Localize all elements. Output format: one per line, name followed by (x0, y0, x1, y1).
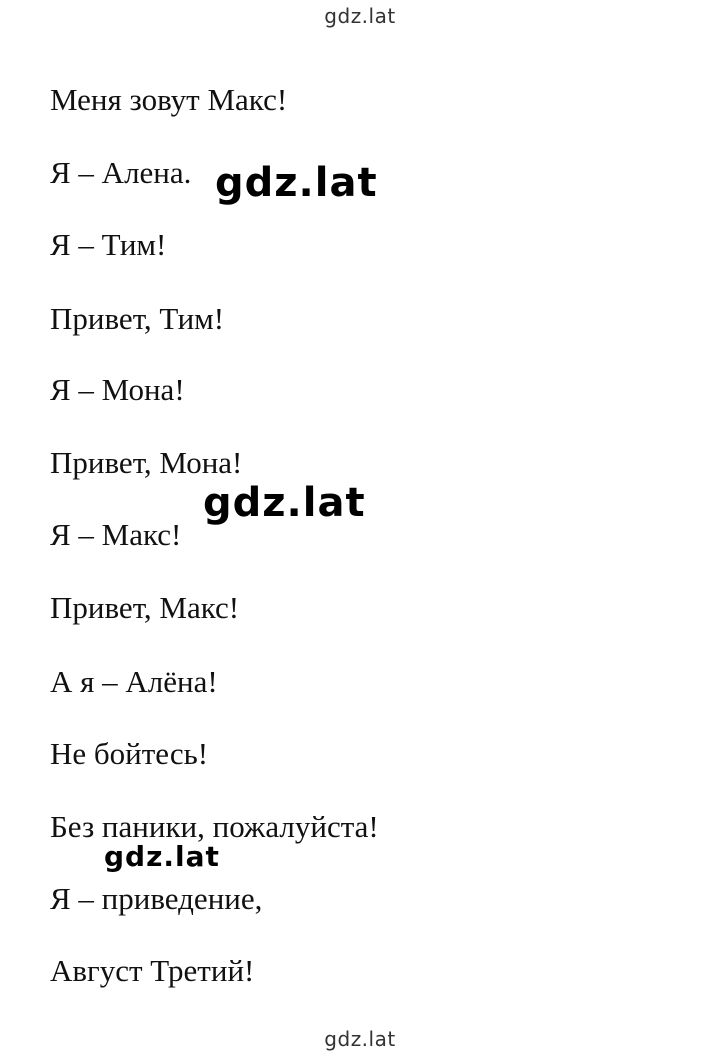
site-watermark-top: gdz.lat (324, 4, 396, 28)
overlay-watermark-2: gdz.lat (203, 480, 366, 526)
text-line-4: Привет, Тим! (50, 301, 225, 336)
text-line-13: Август Третий! (50, 953, 255, 988)
text-line-11: Без паники, пожалуйста! (50, 809, 379, 844)
text-line-9: А я – Алёна! (50, 664, 218, 699)
overlay-watermark-1: gdz.lat (215, 160, 378, 206)
overlay-watermark-3: gdz.lat (104, 840, 220, 873)
text-line-7: Я – Макс! (50, 517, 182, 552)
text-line-3: Я – Тим! (50, 227, 167, 262)
text-line-5: Я – Мона! (50, 372, 185, 407)
text-line-10: Не бойтесь! (50, 736, 209, 771)
text-line-8: Привет, Макс! (50, 590, 240, 625)
site-watermark-bottom: gdz.lat (324, 1027, 396, 1051)
text-line-1: Меня зовут Макс! (50, 82, 288, 117)
text-line-6: Привет, Мона! (50, 445, 243, 480)
text-line-12: Я – приведение, (50, 881, 263, 916)
text-line-2: Я – Алена. (50, 155, 192, 190)
